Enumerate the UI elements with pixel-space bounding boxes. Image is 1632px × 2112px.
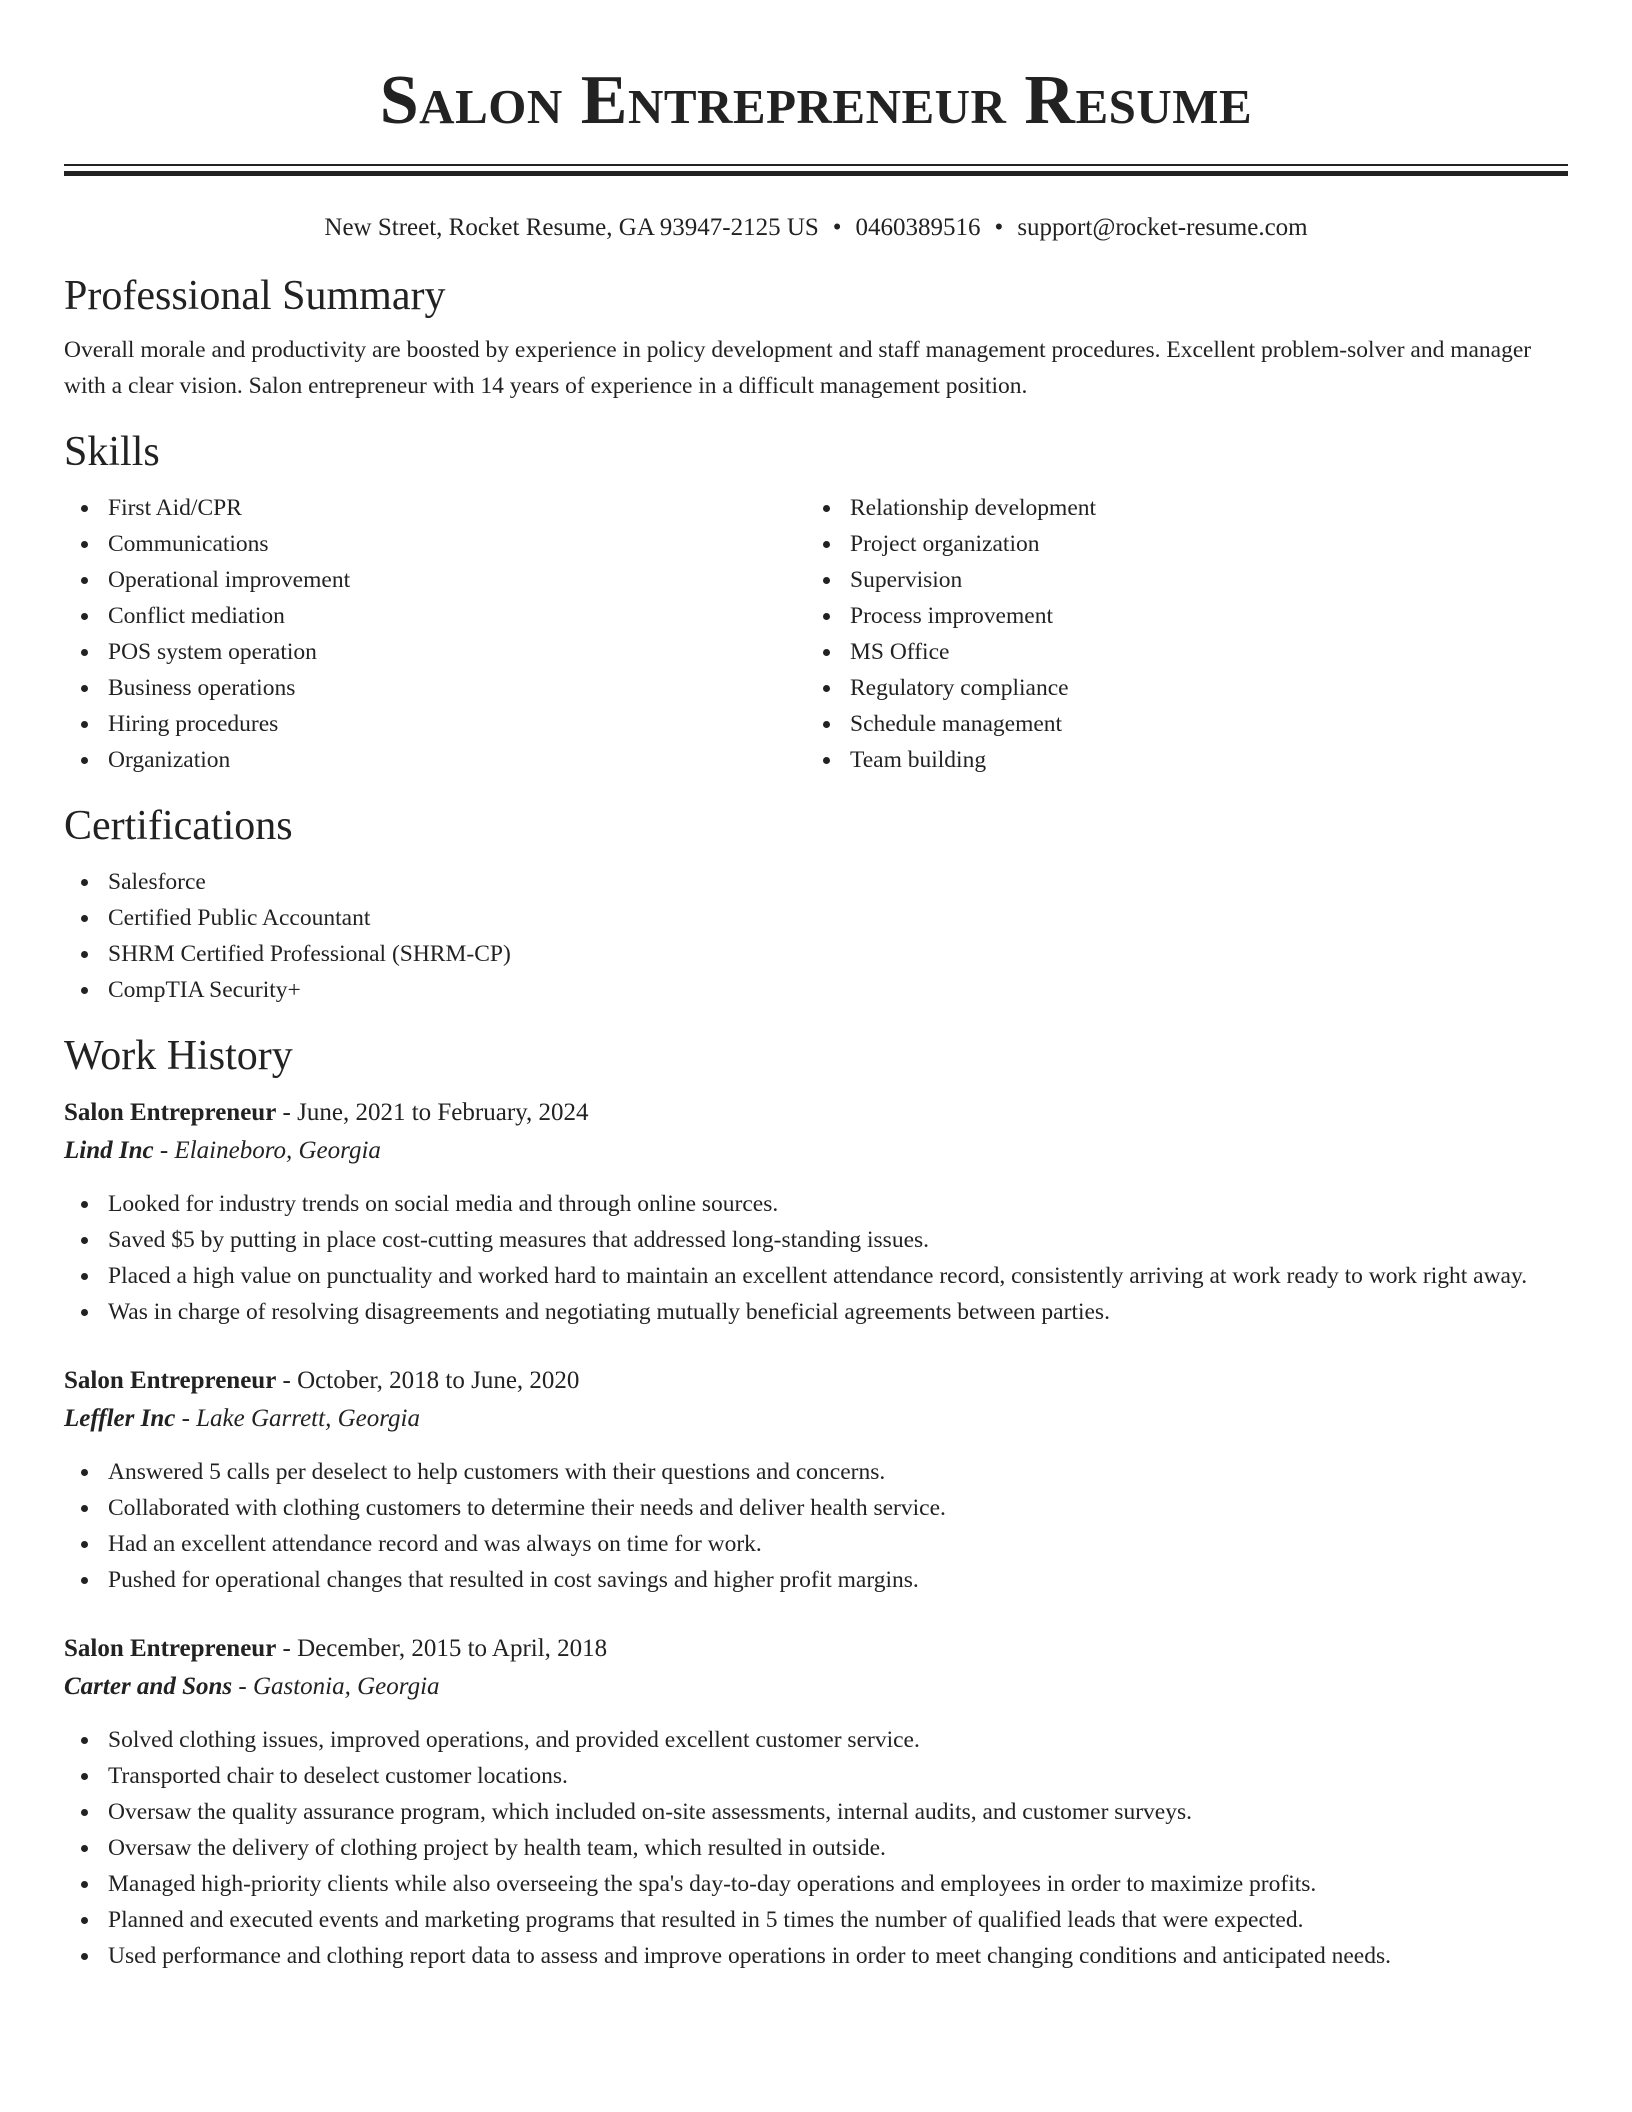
skill-item: Business operations [64, 670, 806, 706]
skills-section [64, 426, 1568, 778]
certification-item: SHRM Certified Professional (SHRM-CP) [64, 936, 1568, 972]
certifications-list [64, 864, 1568, 1008]
job-company-line [64, 1132, 1568, 1170]
contact-email: support@rocket-resume.com [1017, 214, 1308, 241]
job-bullet: Managed high-priority clients while also overseeing the spa's day-to-day operations and employees in order to maximize profits. [64, 1866, 1568, 1902]
skills-list-right [806, 490, 1548, 778]
skill-item: Conflict mediation [64, 598, 806, 634]
skill-item: Relationship development [806, 490, 1548, 526]
skill-item: MS Office [806, 634, 1548, 670]
job-bullet: Oversaw the quality assurance program, which included on-site assessments, internal audits, and customer surveys. [64, 1794, 1568, 1830]
skill-item: Operational improvement [64, 562, 806, 598]
job-entry [64, 1362, 1568, 1598]
job-dates: - June, 2021 to February, 2024 [282, 1099, 589, 1126]
job-entry [64, 1630, 1568, 1974]
skill-item: POS system operation [64, 634, 806, 670]
job-entry [64, 1094, 1568, 1330]
job-role: Salon Entrepreneur [64, 1635, 277, 1662]
job-bullets [64, 1186, 1568, 1330]
job-location: - Lake Garrett, Georgia [181, 1405, 420, 1432]
job-bullet: Was in charge of resolving disagreements and negotiating mutually beneficial agreements between parties. [64, 1294, 1568, 1330]
skill-item: Team building [806, 742, 1548, 778]
skills-heading: Skills [64, 429, 160, 475]
resume-title: Salon Entrepreneur Resume [379, 62, 1253, 139]
job-bullet: Answered 5 calls per deselect to help customers with their questions and concerns. [64, 1454, 1568, 1490]
skills-list-left [64, 490, 806, 778]
job-bullet: Had an excellent attendance record and was always on time for work. [64, 1526, 1568, 1562]
title-rule-thick [64, 171, 1568, 176]
job-bullet: Looked for industry trends on social media and through online sources. [64, 1186, 1568, 1222]
job-title-line [64, 1094, 1568, 1132]
contact-address: New Street, Rocket Resume, GA 93947-2125 US [324, 214, 819, 241]
skill-item: Process improvement [806, 598, 1548, 634]
certifications-section [64, 800, 1568, 1008]
job-bullets [64, 1722, 1568, 1974]
skill-item: Supervision [806, 562, 1548, 598]
certification-item: CompTIA Security+ [64, 972, 1568, 1008]
skill-item: Organization [64, 742, 806, 778]
job-bullet: Oversaw the delivery of clothing project by health team, which resulted in outside. [64, 1830, 1568, 1866]
job-bullet: Solved clothing issues, improved operations, and provided excellent customer service. [64, 1722, 1568, 1758]
contact-separator: • [832, 214, 842, 241]
contact-line [64, 212, 1568, 244]
title-rule-thin [64, 164, 1568, 166]
certification-item: Certified Public Accountant [64, 900, 1568, 936]
job-role: Salon Entrepreneur [64, 1099, 277, 1126]
job-location: - Elaineboro, Georgia [159, 1137, 381, 1164]
job-company-line [64, 1668, 1568, 1706]
job-title-line [64, 1362, 1568, 1400]
job-title-line [64, 1630, 1568, 1668]
skill-item: Communications [64, 526, 806, 562]
job-role: Salon Entrepreneur [64, 1367, 277, 1394]
skill-item: Hiring procedures [64, 706, 806, 742]
certification-item: Salesforce [64, 864, 1568, 900]
skill-item: Regulatory compliance [806, 670, 1548, 706]
summary-text: Overall morale and productivity are boosted by experience in policy development and staff management procedures. Excellent problem-solver and manager with a clear vision. Salon entrepreneur with 14 years of experience in a difficult management position. [64, 337, 1532, 399]
job-company: Leffler Inc [64, 1405, 176, 1432]
job-location: - Gastonia, Georgia [238, 1673, 440, 1700]
job-company-line [64, 1400, 1568, 1438]
skill-item: First Aid/CPR [64, 490, 806, 526]
job-bullet: Saved $5 by putting in place cost-cutting measures that addressed long-standing issues. [64, 1222, 1568, 1258]
job-bullet: Collaborated with clothing customers to determine their needs and deliver health service. [64, 1490, 1568, 1526]
skill-item: Schedule management [806, 706, 1548, 742]
skill-item: Project organization [806, 526, 1548, 562]
job-dates: - October, 2018 to June, 2020 [282, 1367, 580, 1394]
job-bullet: Transported chair to deselect customer locations. [64, 1758, 1568, 1794]
job-bullets [64, 1454, 1568, 1598]
job-bullet: Pushed for operational changes that resulted in cost savings and higher profit margins. [64, 1562, 1568, 1598]
contact-phone: 0460389516 [855, 214, 981, 241]
contact-separator: • [994, 214, 1004, 241]
work-history-section [64, 1030, 1568, 1974]
certifications-heading: Certifications [64, 803, 293, 849]
skills-columns [64, 490, 1568, 778]
job-bullet: Placed a high value on punctuality and worked hard to maintain an excellent attendance record, consistently arriving at work ready to work right away. [64, 1258, 1568, 1294]
job-company: Carter and Sons [64, 1673, 233, 1700]
job-bullet: Planned and executed events and marketing programs that resulted in 5 times the number of qualified leads that were expected. [64, 1902, 1568, 1938]
job-bullet: Used performance and clothing report data to assess and improve operations in order to meet changing conditions and anticipated needs. [64, 1938, 1568, 1974]
job-company: Lind Inc [64, 1137, 154, 1164]
summary-heading: Professional Summary [64, 273, 446, 319]
summary-section [64, 270, 1568, 404]
work-history-heading: Work History [64, 1033, 293, 1079]
job-dates: - December, 2015 to April, 2018 [282, 1635, 608, 1662]
